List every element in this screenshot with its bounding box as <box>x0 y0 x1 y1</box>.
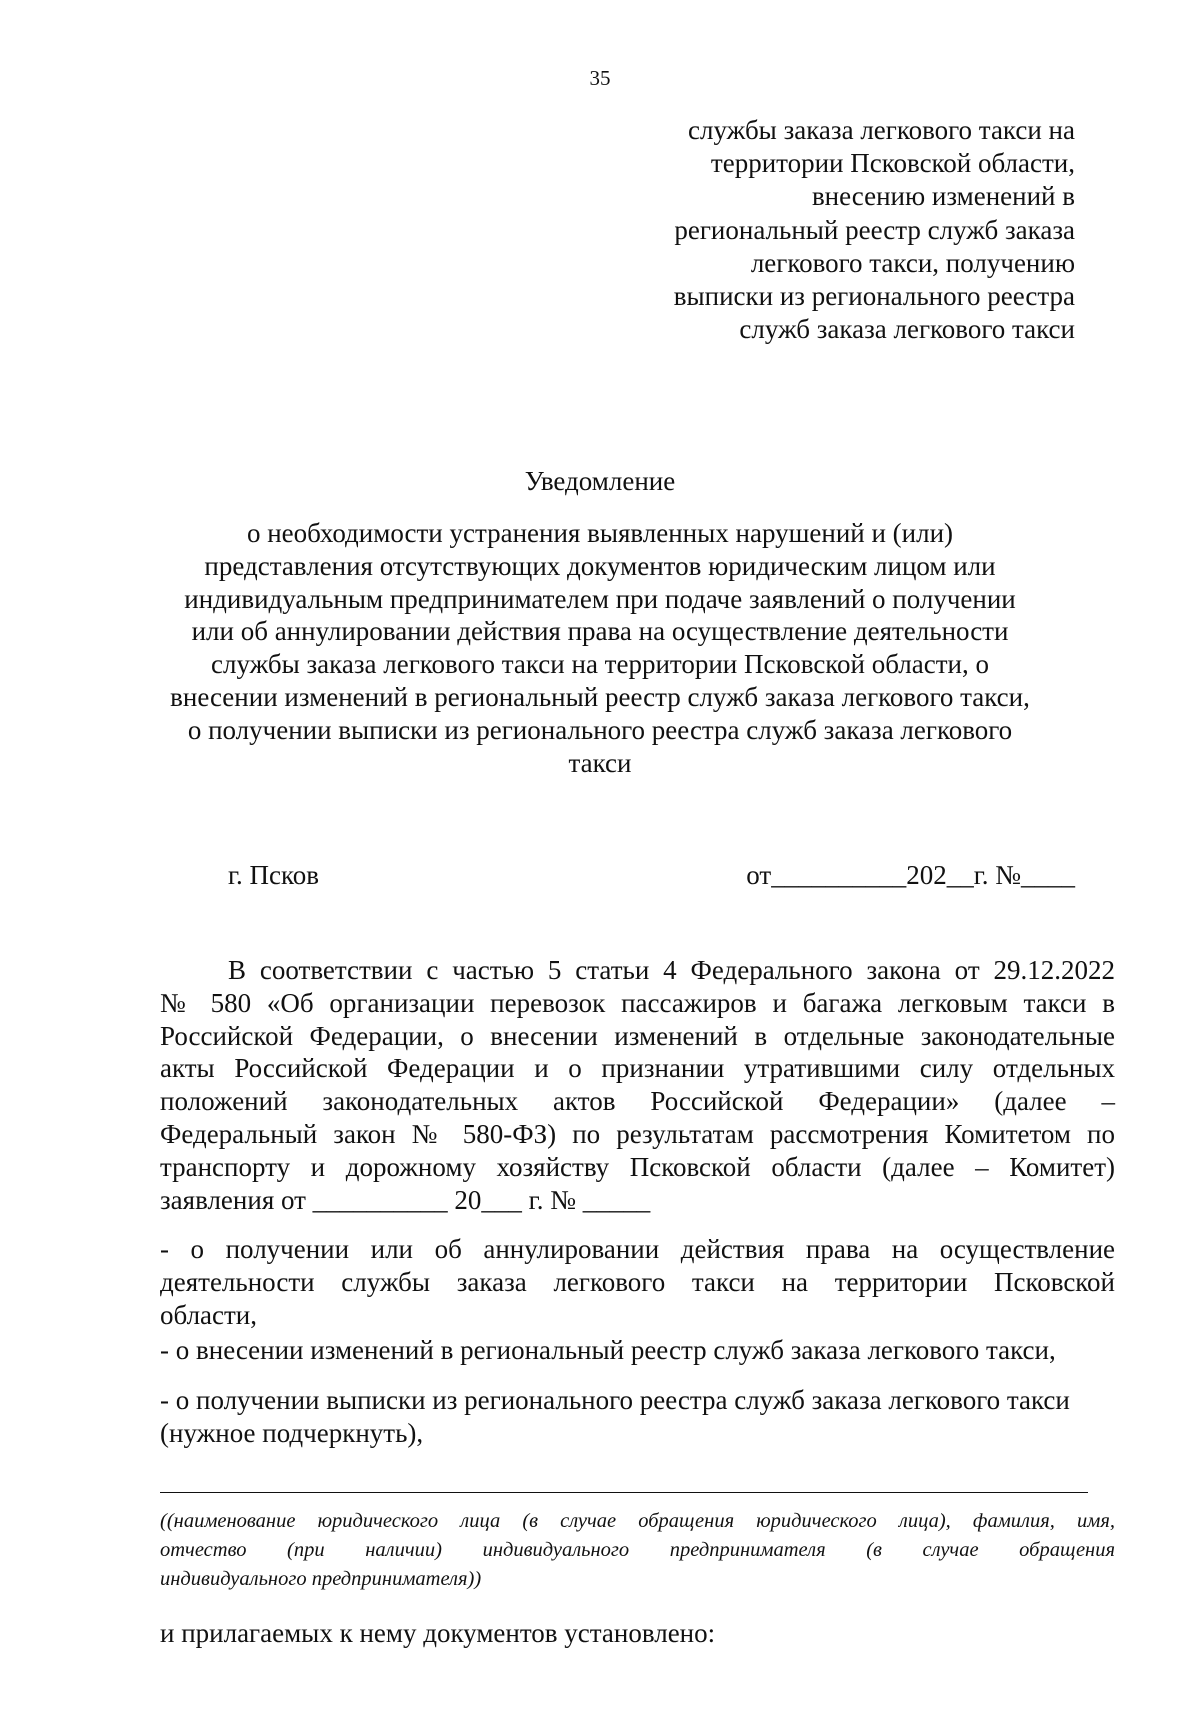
footnote-line: отчество (при наличии) индивидуального предпринимателя (в случае обращения <box>160 1539 1115 1561</box>
subtitle-line: такси <box>568 747 632 778</box>
list-line: области, <box>160 1300 258 1330</box>
list-item-1 <box>160 1233 1115 1332</box>
paragraph-line: транспорту и дорожному хозяйству Псковской области (далее – Комитет) <box>160 1151 1115 1182</box>
paragraph-line: Российской Федерации, о внесении изменений в отдельные законодательные <box>160 1020 1115 1051</box>
place-of-issue: г. Псков <box>228 860 320 890</box>
subtitle-line: внесении изменений в региональный реестр служб заказа легкового такси, <box>170 681 1030 712</box>
list-item-2 <box>160 1334 1115 1367</box>
closing-line: и прилагаемых к нему документов установлено: <box>160 1618 716 1648</box>
list-line: - о внесении изменений в региональный реестр служб заказа легкового такси, <box>160 1335 1056 1365</box>
document-title: Уведомление <box>524 466 676 496</box>
subtitle-line: о получении выписки из регионального реестра служб заказа легкового <box>187 714 1013 745</box>
footnote-line: индивидуального предпринимателя)) <box>160 1568 482 1590</box>
footnote-caption <box>160 1507 1115 1594</box>
list-line: - о получении выписки из регионального реестра служб заказа легкового такси <box>160 1385 1070 1415</box>
subtitle-line: индивидуальным предпринимателем при подаче заявлений о получении <box>184 583 1016 614</box>
list-line: (нужное подчеркнуть), <box>160 1418 424 1448</box>
header-reference-block <box>674 114 1075 346</box>
paragraph-line: № 580 «Об организации перевозок пассажиров и багажа легковым такси в <box>160 987 1115 1018</box>
paragraph-line: акты Российской Федерации и о признании утратившими силу отдельных <box>160 1053 1115 1084</box>
main-paragraph <box>160 954 1115 1216</box>
paragraph-line: В соответствии с частью 5 статьи 4 Федерального закона от 29.12.2022 <box>228 955 1115 985</box>
paragraph-line: положений законодательных актов Российской Федерации» (далее – <box>160 1086 1115 1117</box>
paragraph-line: заявления от __________ 20___ г. № _____ <box>160 1184 651 1215</box>
paragraph-line: Федеральный закон № 580-ФЗ) по результатам рассмотрения Комитетом по <box>160 1118 1115 1149</box>
header-line: территории Псковской области, <box>710 148 1075 179</box>
subtitle-line: службы заказа легкового такси на территории Псковской области, о <box>210 649 990 680</box>
list-line: - о получении или об аннулировании действия права на осуществление <box>160 1234 1115 1264</box>
list-line: деятельности службы заказа легкового такси на территории Псковской <box>160 1267 1115 1297</box>
footnote-line: ((наименование юридического лица (в случае обращения юридического лица), фамилия, имя, <box>160 1510 1115 1532</box>
subtitle-line: о необходимости устранения выявленных нарушений и (или) <box>246 518 954 548</box>
header-line: внесению изменений в <box>811 181 1075 212</box>
header-line: легкового такси, получению <box>750 247 1075 278</box>
subtitle-line: или об аннулировании действия права на осуществление деятельности <box>191 616 1009 647</box>
subtitle-line: представления отсутствующих документов юридическим лицом или <box>204 550 996 581</box>
document-subtitle <box>0 517 1200 779</box>
header-line: служб заказа легкового такси <box>739 314 1075 345</box>
page-number: 35 <box>589 66 611 90</box>
header-line: региональный реестр служб заказа <box>674 214 1075 245</box>
applicant-name-rule <box>160 1492 1088 1493</box>
date-number-line: от__________202__г. №____ <box>746 860 1075 890</box>
list-item-3 <box>160 1384 1115 1450</box>
header-line: выписки из регионального реестра <box>673 281 1075 312</box>
header-line: службы заказа легкового такси на <box>688 115 1075 145</box>
